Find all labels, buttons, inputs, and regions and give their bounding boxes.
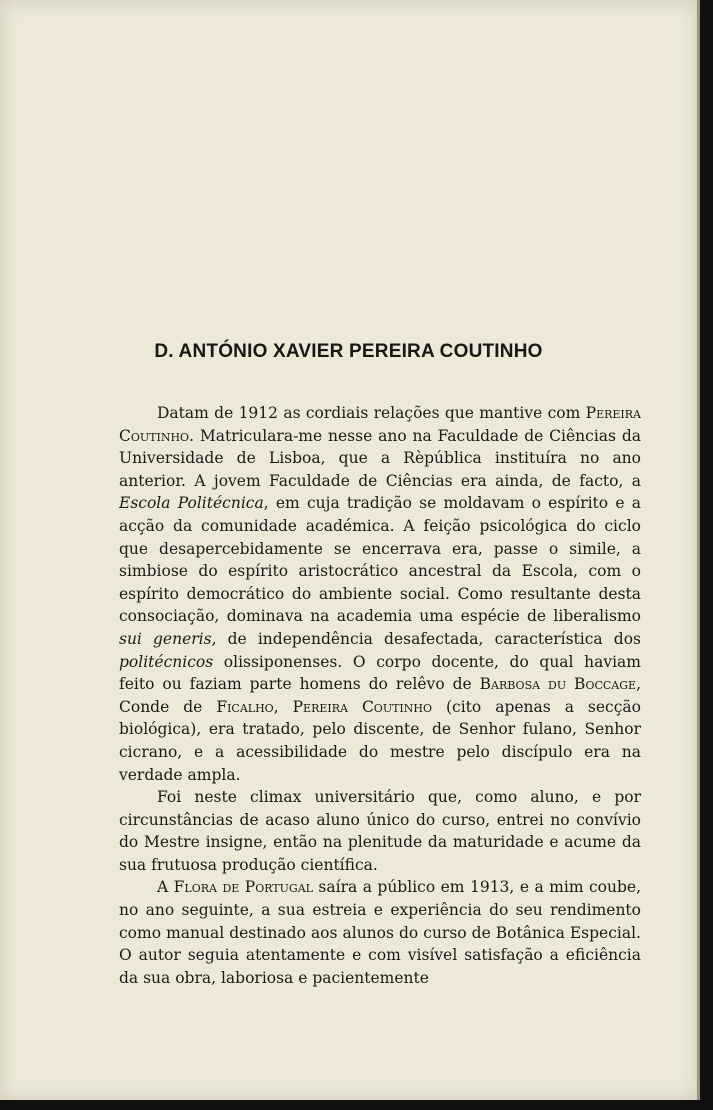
text-segment: , Conde de (119, 675, 641, 716)
body-text (119, 402, 641, 989)
text-segment: . Matriculara-me nesse ano na Faculdade de Ciências da Universidade de Lisboa, que a Rèpública instituíra no ano anterior. A jovem Faculdade de Ciências era ainda, de facto, a (119, 426, 641, 490)
page-title: D. ANTÓNIO XAVIER PEREIRA COUTINHO (154, 341, 543, 362)
text-segment: Foi neste climax universitário que, como aluno, e por circunstâncias de acaso aluno único do curso, entrei no convívio do Mestre insigne, então na plenitude da maturidade e acume da sua frutuosa produção científica. (119, 788, 641, 874)
paragraph-3 (119, 876, 641, 989)
author-name-smallcaps: Pereira Coutinho (292, 697, 433, 716)
text-segment: olissiponenses. O corpo docente, do qual haviam feito ou faziam parte homens do relêvo de (119, 652, 641, 694)
italic-term: sui generis (119, 629, 212, 648)
text-segment: , (273, 697, 293, 716)
text-segment: Datam de 1912 as cordiais relações que mantive com (157, 404, 586, 422)
text-segment: (cito apenas a secção biológica), era tratado, pelo discente, de Senhor fulano, Senhor cicrano, e a acessibilidade do mestre pelo discípulo era na verdade ampla. (119, 697, 641, 784)
paragraph-2 (119, 786, 641, 876)
text-segment: saíra a público em 1913, e a mim coube, no ano seguinte, a sua estreia e experiência do seu rendimento como manual destinado aos alunos do curso de Botânica Especial. O autor seguia atentamente e com visível satisfação a eficiência da sua obra, laboriosa e pacientemente (119, 878, 642, 987)
text-segment: , de independência desafectada, característica dos (211, 629, 641, 648)
italic-term: politécnicos (119, 652, 214, 671)
paragraph-1 (119, 402, 641, 786)
person-name-smallcaps: Barbosa du Boccage (479, 675, 637, 694)
text-segment: A (157, 878, 174, 897)
text-segment: , em cuja tradição se moldavam o espírito e a acção da comunidade académica. A feição psicológica do ciclo que desapercebidamente se encerrava era, passe o simile, a simbiose do espírito aristocrático ancestral da Escola, com o espírito democrático do ambiente social. Como resultante desta consociação, dominava na academia uma espécie de liberalismo (119, 494, 642, 626)
italic-term: Escola Politécnica (119, 494, 264, 513)
book-title-smallcaps: Flora de Portugal (173, 878, 313, 897)
person-name-smallcaps: Ficalho (216, 697, 274, 716)
author-name-smallcaps: Pereira Coutinho (119, 404, 641, 445)
